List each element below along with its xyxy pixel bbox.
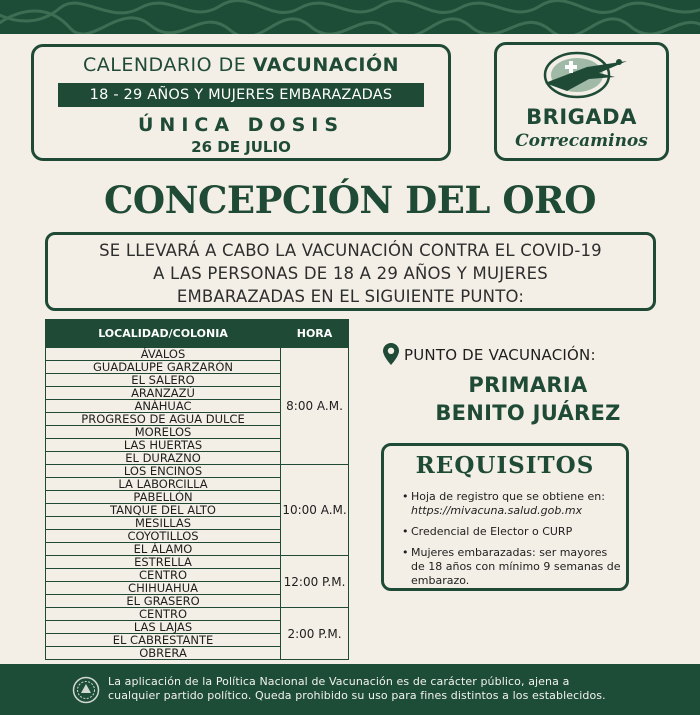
intro-line-3: EMBARAZADAS EN EL SIGUIENTE PUNTO: bbox=[176, 287, 525, 306]
ornament-pattern-icon bbox=[0, 0, 700, 34]
requirement-item: • Mujeres embarazadas: ser mayores de 18 años con mínimo 9 semanas de embarazo. bbox=[402, 546, 624, 588]
hour-cell: 2:00 P.M. bbox=[281, 608, 349, 660]
locality-cell: MORELOS bbox=[46, 426, 281, 439]
locality-cell: LA LABORCILLA bbox=[46, 478, 281, 491]
locality-cell: PABELLÓN bbox=[46, 491, 281, 504]
col-hour-header: HORA bbox=[281, 320, 349, 348]
locality-cell: OBRERA bbox=[46, 647, 281, 660]
footer-line-2: cualquier partido político. Queda prohibido su uso para fines distintos a los establecidos. bbox=[108, 689, 606, 702]
requirements-title: REQUISITOS bbox=[415, 452, 595, 479]
hour-cell: 12:00 P.M. bbox=[281, 556, 349, 608]
locality-cell: ARANZAZÚ bbox=[46, 387, 281, 400]
requirement-text: Hoja de registro que se obtiene en: bbox=[411, 490, 605, 503]
table-row bbox=[46, 465, 349, 478]
vaccination-point-heading bbox=[383, 341, 673, 367]
locality-cell: EL CABRESTANTE bbox=[46, 634, 281, 647]
dose-label: ÚNICA DOSIS bbox=[137, 114, 345, 136]
locality-cell: GUADALUPE GARZARÓN bbox=[46, 361, 281, 374]
table-row bbox=[46, 348, 349, 361]
locality-cell: MESILLAS bbox=[46, 517, 281, 530]
locality-cell: EL GRASERO bbox=[46, 595, 281, 608]
table-header-row bbox=[46, 320, 349, 348]
brigada-subname: Correcaminos bbox=[515, 131, 648, 151]
col-locality-header: LOCALIDAD/COLONIA bbox=[46, 320, 281, 348]
locality-cell: CHIHUAHUA bbox=[46, 582, 281, 595]
requirement-item: • Credencial de Elector o CURP bbox=[402, 525, 624, 539]
hour-cell: 8:00 A.M. bbox=[281, 348, 349, 465]
location-pin-icon bbox=[383, 343, 399, 365]
hour-cell: 10:00 A.M. bbox=[281, 465, 349, 556]
school-name-line-2: BENITO JUÁREZ bbox=[435, 401, 621, 425]
locality-cell: PROGRESO DE AGUA DULCE bbox=[46, 413, 281, 426]
locality-cell: LAS HUERTAS bbox=[46, 439, 281, 452]
table-row bbox=[46, 608, 349, 621]
brigada-logo-box bbox=[494, 42, 669, 161]
locality-cell: ÁVALOS bbox=[46, 348, 281, 361]
locality-cell: ANÁHUAC bbox=[46, 400, 281, 413]
requirements-box bbox=[381, 443, 629, 591]
locality-cell: EL ÁLAMO bbox=[46, 543, 281, 556]
intro-line-2: A LAS PERSONAS DE 18 A 29 AÑOS Y MUJERES bbox=[153, 264, 548, 283]
title-emphasis: VACUNACIÓN bbox=[252, 54, 399, 76]
footer-disclaimer bbox=[108, 675, 688, 703]
audience-bar: 18 - 29 AÑOS Y MUJERES EMBARAZADAS bbox=[58, 83, 424, 107]
top-decorative-band bbox=[0, 0, 700, 34]
locality-cell: COYOTILLOS bbox=[46, 530, 281, 543]
bird-emblem-icon bbox=[527, 47, 637, 103]
locality-cell: EL SALERO bbox=[46, 374, 281, 387]
national-seal-icon bbox=[72, 676, 100, 704]
locality-cell: CENTRO bbox=[46, 569, 281, 582]
locality-cell: LAS LAJAS bbox=[46, 621, 281, 634]
locality-cell: LOS ENCINOS bbox=[46, 465, 281, 478]
city-title: CONCEPCIÓN DEL ORO bbox=[103, 178, 597, 222]
school-name-line-1: PRIMARIA bbox=[468, 373, 588, 397]
table-row bbox=[46, 556, 349, 569]
schedule-table bbox=[45, 319, 349, 660]
locality-cell: TANQUE DEL ALTO bbox=[46, 504, 281, 517]
footer-bar bbox=[0, 664, 700, 715]
registration-link[interactable]: https://mivacuna.salud.gob.mx bbox=[411, 504, 583, 517]
requirements-list bbox=[402, 490, 624, 595]
locality-cell: EL DURAZNO bbox=[46, 452, 281, 465]
requirement-item bbox=[402, 490, 624, 518]
locality-cell: CENTRO bbox=[46, 608, 281, 621]
calendar-title-box bbox=[31, 44, 451, 161]
intro-box bbox=[45, 232, 656, 311]
title-prefix: CALENDARIO DE bbox=[82, 54, 247, 76]
calendar-title bbox=[34, 54, 448, 76]
intro-line-1: SE LLEVARÁ A CABO LA VACUNACIÓN CONTRA EL COVID-19 bbox=[99, 241, 602, 260]
footer-line-1: La aplicación de la Política Nacional de Vacunación es de carácter público, ajena a bbox=[108, 675, 570, 688]
brigada-name: BRIGADA bbox=[526, 105, 637, 129]
locality-cell: ESTRELLA bbox=[46, 556, 281, 569]
vaccination-point-label: PUNTO DE VACUNACIÓN: bbox=[404, 346, 596, 364]
vaccination-date: 26 DE JULIO bbox=[191, 138, 291, 156]
